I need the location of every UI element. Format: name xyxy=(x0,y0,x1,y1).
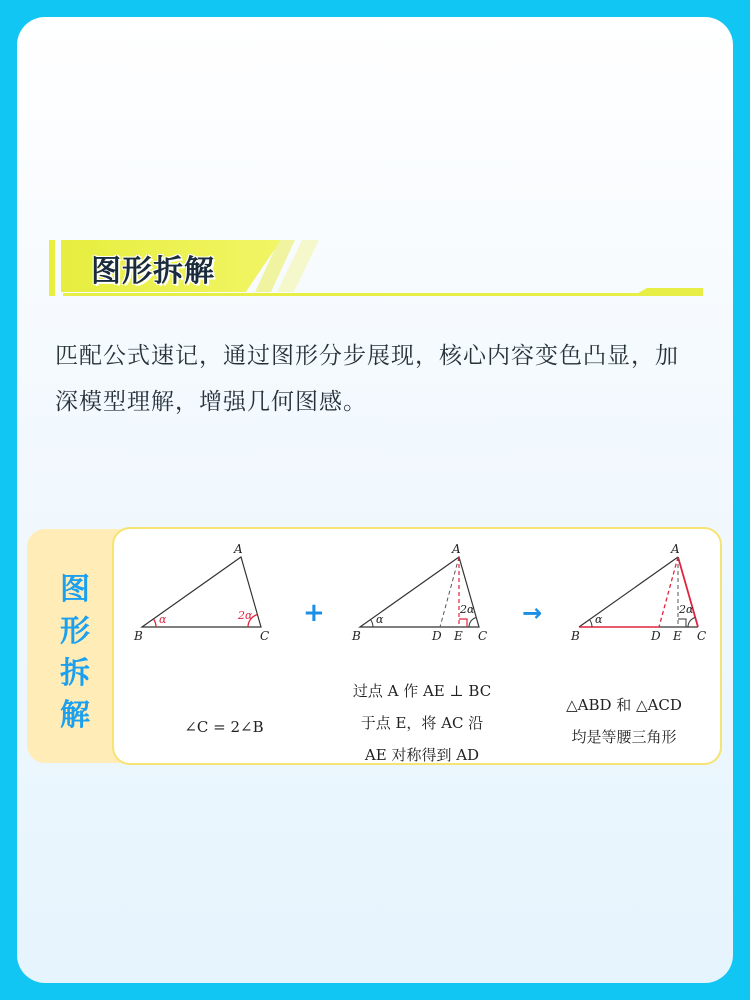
figure-2-caption xyxy=(334,675,510,771)
caption-line: △ABD 和 △ACD xyxy=(566,696,682,714)
vertex-label-d: D xyxy=(432,629,442,643)
intro-text: 匹配公式速记，通过图形分步展现，核心内容变色凸显，加深模型理解，增强几何图感。 xyxy=(55,343,679,415)
vertex-label-b: B xyxy=(571,629,580,643)
angle-c-arc xyxy=(469,618,476,628)
panel-tab-label: 图形拆解 xyxy=(60,572,90,733)
vertex-label-e: E xyxy=(673,629,682,643)
figure-1-caption xyxy=(154,711,294,743)
vertex-label-c: C xyxy=(260,629,270,643)
vertex-label-a: A xyxy=(671,542,680,556)
angle-c-arc xyxy=(688,618,695,628)
angle-b-arc xyxy=(371,620,374,628)
caption-line: 均是等腰三角形 xyxy=(571,728,677,746)
header-underline-tip xyxy=(633,288,703,296)
angle-label-two-alpha: 2α xyxy=(460,603,475,616)
angle-label-alpha: α xyxy=(159,613,167,626)
header-underline xyxy=(63,293,703,296)
angle-label-two-alpha: 2α xyxy=(679,603,694,616)
figure-2-triangle xyxy=(351,542,487,643)
angle-label-alpha: α xyxy=(595,613,603,626)
vertex-label-c: C xyxy=(478,629,488,643)
vertex-label-b: B xyxy=(352,629,361,643)
figure-3-caption xyxy=(554,689,694,753)
segment-ac xyxy=(678,557,698,627)
caption-line: ∠C = 2∠B xyxy=(184,718,264,736)
vertex-label-a: A xyxy=(452,542,461,556)
vertex-label-c: C xyxy=(697,629,707,643)
right-angle-mark xyxy=(459,619,467,627)
section-header xyxy=(49,238,703,298)
segment-ad xyxy=(440,557,459,627)
plus-operator: + xyxy=(303,598,325,628)
vertex-label-b: B xyxy=(134,629,143,643)
arrow-operator: → xyxy=(522,599,543,627)
vertex-label-a: A xyxy=(234,542,243,556)
segment-ad xyxy=(659,557,678,627)
figure-panel xyxy=(112,527,722,765)
segment-ba xyxy=(579,557,678,627)
caption-line: 于点 E，将 AC 沿 xyxy=(360,714,484,732)
caption-line: AE 对称得到 AD xyxy=(364,746,480,764)
angle-b-arc xyxy=(590,620,593,628)
angle-label-alpha: α xyxy=(376,613,384,626)
angle-label-two-alpha: 2α xyxy=(238,609,253,622)
header-accent-bar xyxy=(49,240,55,296)
vertex-label-e: E xyxy=(454,629,463,643)
figure-3-triangle xyxy=(570,542,706,643)
section-title: 图形拆解 xyxy=(91,254,215,289)
figure-1-triangle xyxy=(133,542,269,643)
vertex-label-d: D xyxy=(651,629,661,643)
angle-b-arc xyxy=(154,619,157,627)
right-angle-mark xyxy=(678,619,686,627)
caption-line: 过点 A 作 AE ⊥ BC xyxy=(352,682,492,700)
content-card xyxy=(17,17,733,983)
